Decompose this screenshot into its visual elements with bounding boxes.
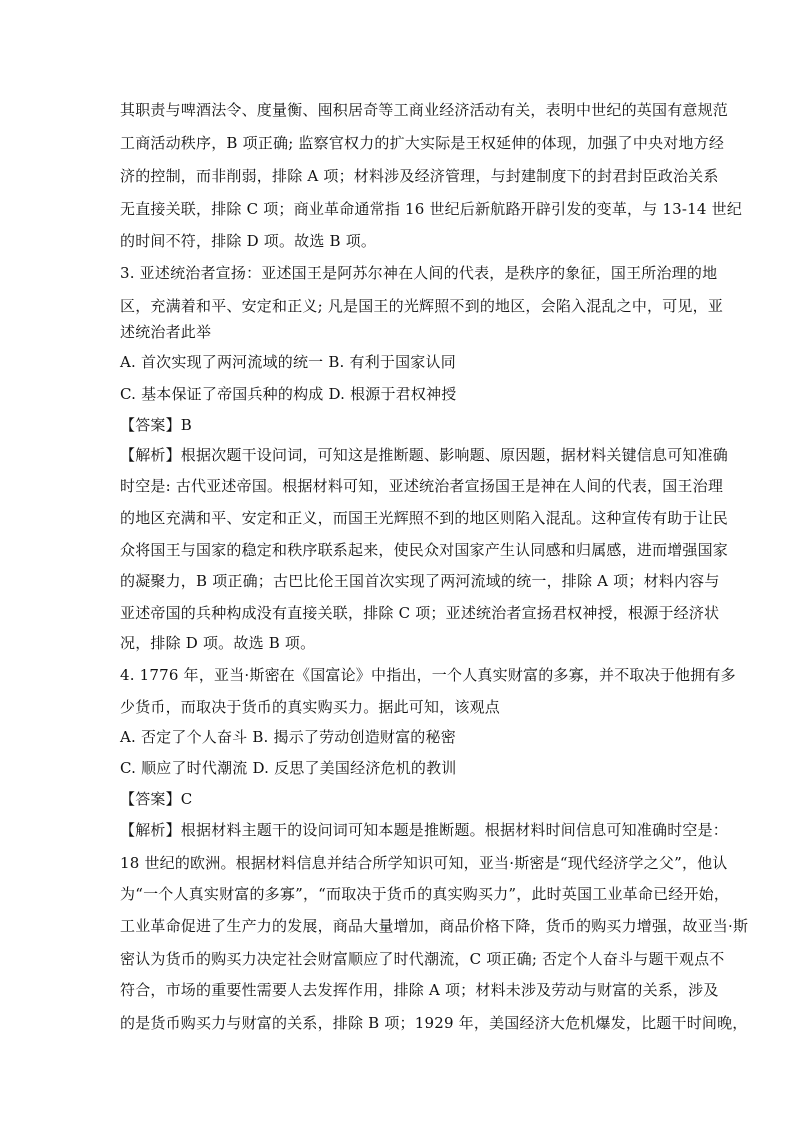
text-line: 时空是: 古代亚述帝国。根据材料可知，亚述统治者宣扬国王是神在人间的代表，国王治理	[120, 477, 724, 495]
text-line: 无直接关联，排除 C 项；商业革命通常指 16 世纪后新航路开辟引发的变革，与 13-14 世纪	[120, 200, 743, 218]
question-3-stem: 3. 亚述统治者宣扬：亚述国王是阿苏尔神在人间的代表，是秩序的象征，国王所治理的地	[120, 264, 718, 282]
analysis-line: 【解析】根据材料主题干的设问词可知本题是推断题。根据材料时间信息可知准确时空是：	[120, 821, 729, 839]
option-line: C. 基本保证了帝国兵种的构成 D. 根源于君权神授	[120, 385, 457, 403]
text-line: 其职责与啤酒法令、度量衡、囤积居奇等工商业经济活动有关，表明中世纪的英国有意规范	[120, 101, 729, 119]
text-line: 的时间不符，排除 D 项。故选 B 项。	[120, 232, 377, 250]
text-line: 济的控制，而非削弱，排除 A 项；材料涉及经济管理，与封建制度下的封君封臣政治关系	[120, 167, 719, 185]
answer-label: 【答案】C	[120, 790, 193, 808]
text-line: 的是货币购买力与财富的关系，排除 B 项；1929 年，美国经济大危机爆发，比题干时间晚，	[120, 1014, 748, 1032]
text-line: 工业革命促进了生产力的发展，商品大量增加，商品价格下降，货币的购买力增强，故亚当·斯	[120, 917, 749, 935]
answer-label: 【答案】B	[120, 416, 193, 434]
text-line: 亚述帝国的兵种构成没有直接关联，排除 C 项；亚述统治者宣扬君权神授，根源于经济状	[120, 604, 720, 622]
text-line: 区，充满着和平、安定和正义; 凡是国王的光辉照不到的地区，会陷入混乱之中，可见，亚	[120, 297, 724, 315]
text-line: 为“一个人真实财富的多寡”，“而取决于货币的真实购买力”，此时英国工业革命已经开始，	[120, 885, 730, 903]
text-line: 述统治者此举	[120, 323, 212, 341]
text-line: 符合，市场的重要性需要人去发挥作用，排除 A 项；材料未涉及劳动与财富的关系，涉及	[120, 981, 719, 999]
question-4-stem: 4. 1776 年，亚当·斯密在《国富论》中指出，一个人真实财富的多寡，并不取决于他拥有多	[120, 666, 736, 684]
text-line: 工商活动秩序，B 项正确; 监察官权力的扩大实际是王权延伸的体现，加强了中央对地方经	[120, 134, 725, 152]
option-line: C. 顺应了时代潮流 D. 反思了美国经济危机的教训	[120, 759, 457, 777]
analysis-line: 【解析】根据次题干设问词，可知这是推断题、影响题、原因题，据材料关键信息可知准确	[120, 446, 729, 464]
text-line: 18 世纪的欧洲。根据材料信息并结合所学知识可知，亚当·斯密是“现代经济学之父”，他认	[120, 854, 728, 872]
text-line: 的地区充满和平、安定和正义，而国王光辉照不到的地区则陷入混乱。这种宣传有助于让民	[120, 509, 729, 527]
option-line: A. 首次实现了两河流域的统一 B. 有利于国家认同	[120, 353, 456, 371]
text-line: 况，排除 D 项。故选 B 项。	[120, 634, 316, 652]
text-line: 的凝聚力，B 项正确；古巴比伦王国首次实现了两河流域的统一，排除 A 项；材料内容与	[120, 572, 720, 590]
text-line: 众将国王与国家的稳定和秩序联系起来，使民众对国家产生认同感和归属感，进而增强国家	[120, 541, 729, 559]
text-line: 密认为货币的购买力决定社会财富顺应了时代潮流，C 项正确; 否定个人奋斗与题干观点不	[120, 950, 725, 968]
text-line: 少货币，而取决于货币的真实购买力。据此可知，该观点	[120, 698, 501, 716]
option-line: A. 否定了个人奋斗 B. 揭示了劳动创造财富的秘密	[120, 728, 456, 746]
